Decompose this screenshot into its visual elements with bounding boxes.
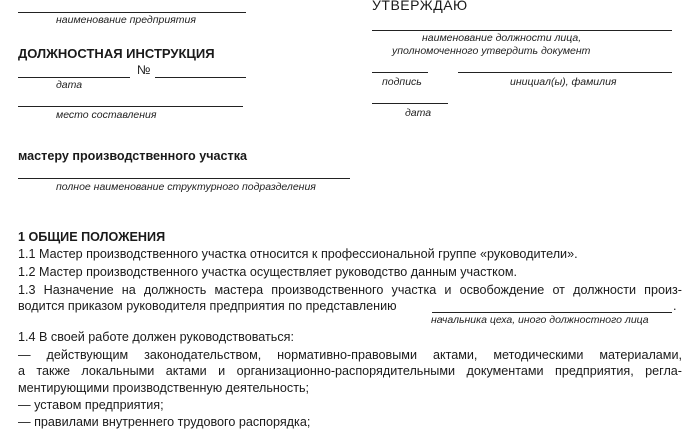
- paragraph-1-4-c: — правилами внутреннего трудового распорядка;: [18, 415, 311, 429]
- section-heading: 1 ОБЩИЕ ПОЛОЖЕНИЯ: [18, 230, 166, 244]
- paragraph-1-4-a-line-2: а также локальными актами и организационно-распорядительными документами предприятия, регла-: [18, 364, 682, 378]
- subdivision-caption: полное наименование структурного подразделения: [56, 181, 316, 193]
- org-name-caption: наименование предприятия: [56, 14, 196, 26]
- paragraph-1-1: 1.1 Мастер производственного участка относится к профессиональной группе «руководители».: [18, 247, 578, 261]
- doc-date-caption: дата: [56, 79, 83, 91]
- paragraph-1-4-b: — уставом предприятия;: [18, 398, 164, 412]
- position-line[interactable]: [372, 30, 672, 31]
- signature-caption: подпись: [382, 76, 422, 88]
- place-line[interactable]: [18, 106, 243, 107]
- subdivision-line[interactable]: [18, 178, 350, 179]
- position-caption-2: уполномоченного утвердить документ: [392, 45, 591, 57]
- initials-line[interactable]: [458, 72, 672, 73]
- initials-caption: инициал(ы), фамилия: [510, 76, 617, 88]
- number-sign: №: [137, 63, 151, 77]
- subject-title: мастеру производственного участка: [18, 149, 248, 163]
- doc-date-line[interactable]: [18, 77, 130, 78]
- document-title: ДОЛЖНОСТНАЯ ИНСТРУКЦИЯ: [18, 46, 215, 61]
- approve-title: УТВЕРЖДАЮ: [372, 0, 468, 13]
- period: .: [673, 299, 677, 313]
- paragraph-1-4-a-line-1: — действующим законодательством, нормативно-правовыми актами, методическими материалами,: [18, 348, 682, 362]
- paragraph-1-3-line-1: 1.3 Назначение на должность мастера производственного участка и освобождение от должности произ-: [18, 283, 682, 297]
- representative-line[interactable]: [432, 312, 672, 313]
- representative-caption: начальника цеха, иного должностного лица: [431, 314, 649, 326]
- org-name-line[interactable]: [18, 12, 246, 13]
- approve-date-line[interactable]: [372, 103, 448, 104]
- approve-date-caption: дата: [405, 107, 432, 119]
- signature-line[interactable]: [372, 72, 428, 73]
- paragraph-1-3-line-2: водится приказом руководителя предприятия по представлению: [18, 299, 397, 313]
- paragraph-1-4-a-line-3: ментирующими производственную деятельность;: [18, 381, 310, 395]
- paragraph-1-2: 1.2 Мастер производственного участка осуществляет руководство данным участком.: [18, 265, 517, 279]
- doc-number-line[interactable]: [155, 77, 246, 78]
- paragraph-1-4: 1.4 В своей работе должен руководствоваться:: [18, 330, 294, 344]
- position-caption-1: наименование должности лица,: [422, 32, 582, 44]
- place-caption: место составления: [56, 109, 157, 121]
